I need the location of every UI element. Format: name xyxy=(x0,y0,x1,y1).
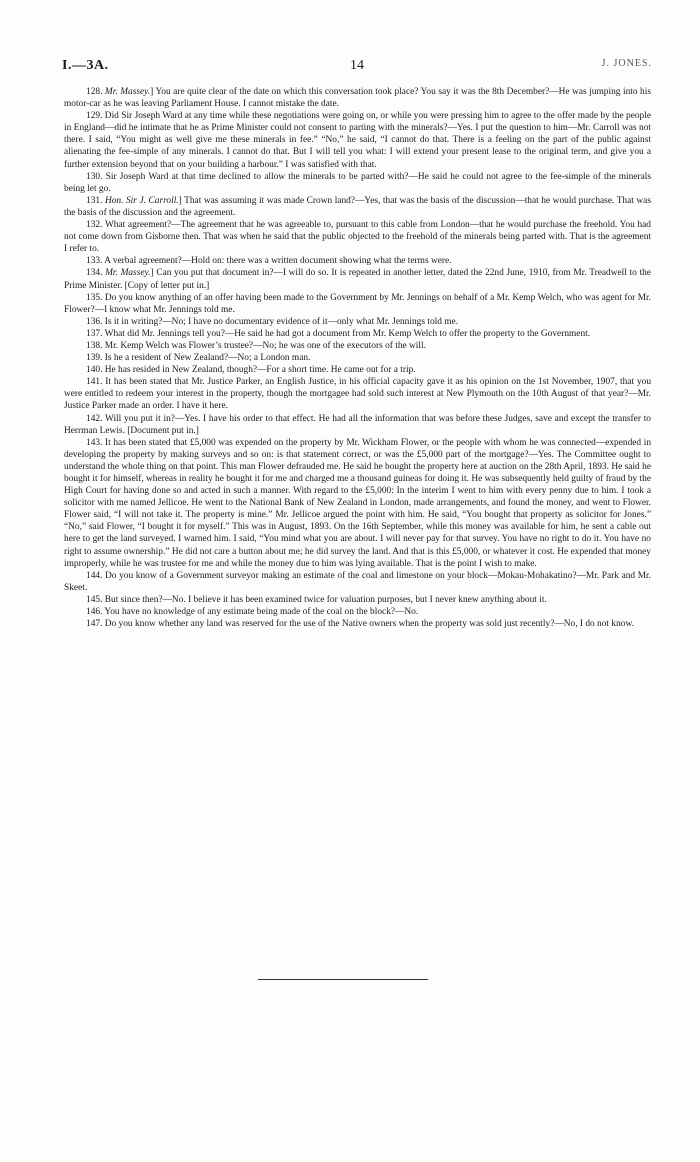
question-number: 129. xyxy=(86,111,103,122)
question-text: Did Sir Joseph Ward at any time while these negotiations were going on, or while you were pressing him to agree to the offer made by the people in England—did he intimate that he as Prime Minister could not consent to parting with the minerals?—Yes. I put the question to him—Mr. Carroll was not there. I said, “You might as well give me these minerals in fee.” “No,” he said, “I cannot do that. There is a feeling on the part of the public against alienating the fee-simple of any minerals. I cannot do that. But I will tell you what: I will extend your present lease to the original term, and give you a further extension beyond that on your building a harbour.” I was satisfied with that. xyxy=(64,111,651,170)
question-text: But since then?—No. I believe it has been examined twice for valuation purposes, but I never knew anything about it. xyxy=(104,594,547,605)
question-number: 138. xyxy=(86,340,103,351)
question-number: 137. xyxy=(86,328,103,339)
question-number: 136. xyxy=(86,316,103,327)
question-number: 139. xyxy=(86,353,103,364)
question-text: Mr. Kemp Welch was Flower’s trustee?—No; he was one of the executors of the will. xyxy=(104,340,426,351)
question-text: Is he a resident of New Zealand?—No; a London man. xyxy=(104,353,311,364)
question-number: 132. xyxy=(86,220,103,231)
evidence-paragraph xyxy=(64,292,651,316)
paper-reference: I.—3A. xyxy=(62,58,109,73)
page-header xyxy=(62,58,652,76)
question-number: 147. xyxy=(86,619,103,630)
evidence-paragraph xyxy=(64,352,651,364)
question-number: 145. xyxy=(86,594,103,605)
question-text: Do you know of a Government surveyor making an estimate of the coal and limestone on your block—Mokau-Mohakatino?—Mr. Park and Mr. Skeet. xyxy=(64,570,651,593)
evidence-paragraph xyxy=(64,171,651,195)
question-text: Can you put that document in?—I will do so. It is repeated in another letter, dated the 22nd June, 1910, from Mr. Treadwell to the Prime Minister. [Copy of letter put in.] xyxy=(64,268,652,291)
question-text: What agreement?—The agreement that he was agreeable to, pursuant to this cable from London—that he would purchase the freehold. You had not come down from Gisborne then. That was when he said that the public objected to the freehold of the minerals being parted with. That is the agreement I refer to. xyxy=(64,220,651,255)
question-number: 128. xyxy=(86,87,103,97)
question-text: Is it in writing?—No; I have no documentary evidence of it—only what Mr. Jennings told me. xyxy=(104,316,459,327)
question-text: It has been stated that Mr. Justice Parker, an English Justice, in his official capacity gave it as his opinion on the 1st November, 1907, that you were entitled to redeem your interest in the property, though the mortgagee had sold such interest at New Plymouth on the 10th August of that year?—Mr. Justice Parker made an order. I have it here. xyxy=(64,377,652,412)
question-number: 131. xyxy=(86,195,103,206)
evidence-paragraph xyxy=(64,618,651,630)
question-number: 146. xyxy=(86,607,103,618)
end-rule xyxy=(258,979,428,980)
question-text: You have no knowledge of any estimate being made of the coal on the block?—No. xyxy=(104,607,419,618)
question-text: That was assuming it was made Crown land?—Yes, that was the basis of the discussion—that he would purchase. That was the basis of the discussion and the agreement. xyxy=(64,195,651,218)
evidence-paragraph xyxy=(64,255,651,267)
page-number: 14 xyxy=(350,58,364,73)
speaker-name: Hon. Sir J. Carroll. xyxy=(104,195,179,206)
evidence-paragraph xyxy=(64,328,651,340)
evidence-paragraph: 134. Mr. Massey.] Can you put that document in?—I will do so. It is repeated in another letter, dated the 22nd June, 1910, from Mr. Treadwell to the Prime Minister. [Copy of letter put in.] xyxy=(64,268,652,291)
question-text: What did Mr. Jennings tell you?—He said he had got a document from Mr. Kemp Welch to offer the property to the Government. xyxy=(104,328,591,339)
evidence-paragraph: 131. Hon. Sir J. Carroll.] That was assuming it was made Crown land?—Yes, that was the basis of the discussion—that he would purchase. That was the basis of the discussion and the agreement. xyxy=(64,195,651,218)
question-number: 140. xyxy=(86,365,103,376)
evidence-paragraph: 128. Mr. Massey.] You are quite clear of the date on which this conversation took place? You say it was the 8th December?—He was jumping into his motor-car as he was leaving Parliament House. I cannot mistake the date. xyxy=(64,87,652,110)
speaker-name: Mr. Massey. xyxy=(105,268,151,279)
speaker-name: Mr. Massey. xyxy=(104,87,151,97)
question-text: He has resided in New Zealand, though?—For a short time. He came out for a trip. xyxy=(104,365,416,376)
question-number: 142. xyxy=(86,413,103,424)
evidence-paragraph xyxy=(64,570,651,594)
question-text: You are quite clear of the date on which this conversation took place? You say it was the 8th December?—He was jumping into his motor-car as he was leaving Parliament House. I cannot mistake the date. xyxy=(64,87,652,110)
witness-name: J. JONES. xyxy=(601,58,652,69)
question-number: 134. xyxy=(86,268,103,279)
evidence-paragraph xyxy=(64,219,651,255)
evidence-text xyxy=(64,86,651,630)
question-number: 144. xyxy=(86,570,103,581)
evidence-paragraph xyxy=(64,340,651,352)
evidence-paragraph xyxy=(64,364,651,376)
question-number: 130. xyxy=(86,171,103,182)
question-number: 143. xyxy=(86,437,103,448)
question-text: Do you know anything of an offer having been made to the Government by Mr. Jennings on behalf of a Mr. Kemp Welch, who was agent for Mr. Flower?—I know what Mr. Jennings told me. xyxy=(64,292,651,315)
evidence-paragraph xyxy=(64,594,651,606)
evidence-paragraph xyxy=(64,376,651,412)
question-number: 133. xyxy=(86,256,103,267)
question-text: It has been stated that £5,000 was expended on the property by Mr. Wickham Flower, or the people with whom he was connected—expended in developing the property by making surveys and so on: is that statement correct, or was the £5,000 part of the mortgage?—Yes. The Committee ought to understand the whole thing on that point. This man Flower defrauded me. He said he bought the property here at auction on the 28th April, 1893. He said he bought it for himself, whereas in reality he bought it for me and charged me a thousand guineas for doing it. He was subsequently held guilty of fraud by the High Court for having done so and acted in such a manner. With regard to the £5,000: In the interim I went to him with every penny due to him. I took a solicitor with me named Jellicoe. He went to the National Bank of New Zealand in London, made arrangements, and found the money, and went to Flower. Flower said, “I will not take it. The property is mine.” Mr. Jellicoe argued the point with him. He said, “You bought that property as solicitor for Jones.” “No,” said Flower, “I bought it for myself.” This was in August, 1893. On the 16th September, while this money was available for him, he sent a cable out here to get the land surveyed. I warned him. I said, “You mind what you are about. I will never pay for that survey. You have no right to do it. You have no right to assume ownership.” He did not care a button about me; he did survey the land. And that is this £5,000, or whatever it cost. He expended that money improperly, while he was trustee for me and while the money due to him was lying available. That is the point I wish to make. xyxy=(64,437,652,569)
question-number: 141. xyxy=(86,377,103,388)
evidence-paragraph xyxy=(64,316,651,328)
evidence-paragraph xyxy=(64,437,651,570)
question-number: 135. xyxy=(86,292,103,303)
evidence-paragraph xyxy=(64,606,651,618)
question-text: A verbal agreement?—Hold on: there was a written document showing what the terms were. xyxy=(104,256,452,267)
question-text: Sir Joseph Ward at that time declined to allow the minerals to be parted with?—He said he could not agree to the fee-simple of the minerals being let go. xyxy=(64,171,652,194)
question-text: Will you put it in?—Yes. I have his order to that effect. He had all the information that was before these Judges, save and except the transfer to Herrman Lewis. [Document put in.] xyxy=(64,413,651,436)
question-text: Do you know whether any land was reserved for the use of the Native owners when the property was sold just recently?—No, I do not know. xyxy=(104,619,634,630)
evidence-paragraph xyxy=(64,110,651,170)
evidence-paragraph xyxy=(64,413,651,437)
